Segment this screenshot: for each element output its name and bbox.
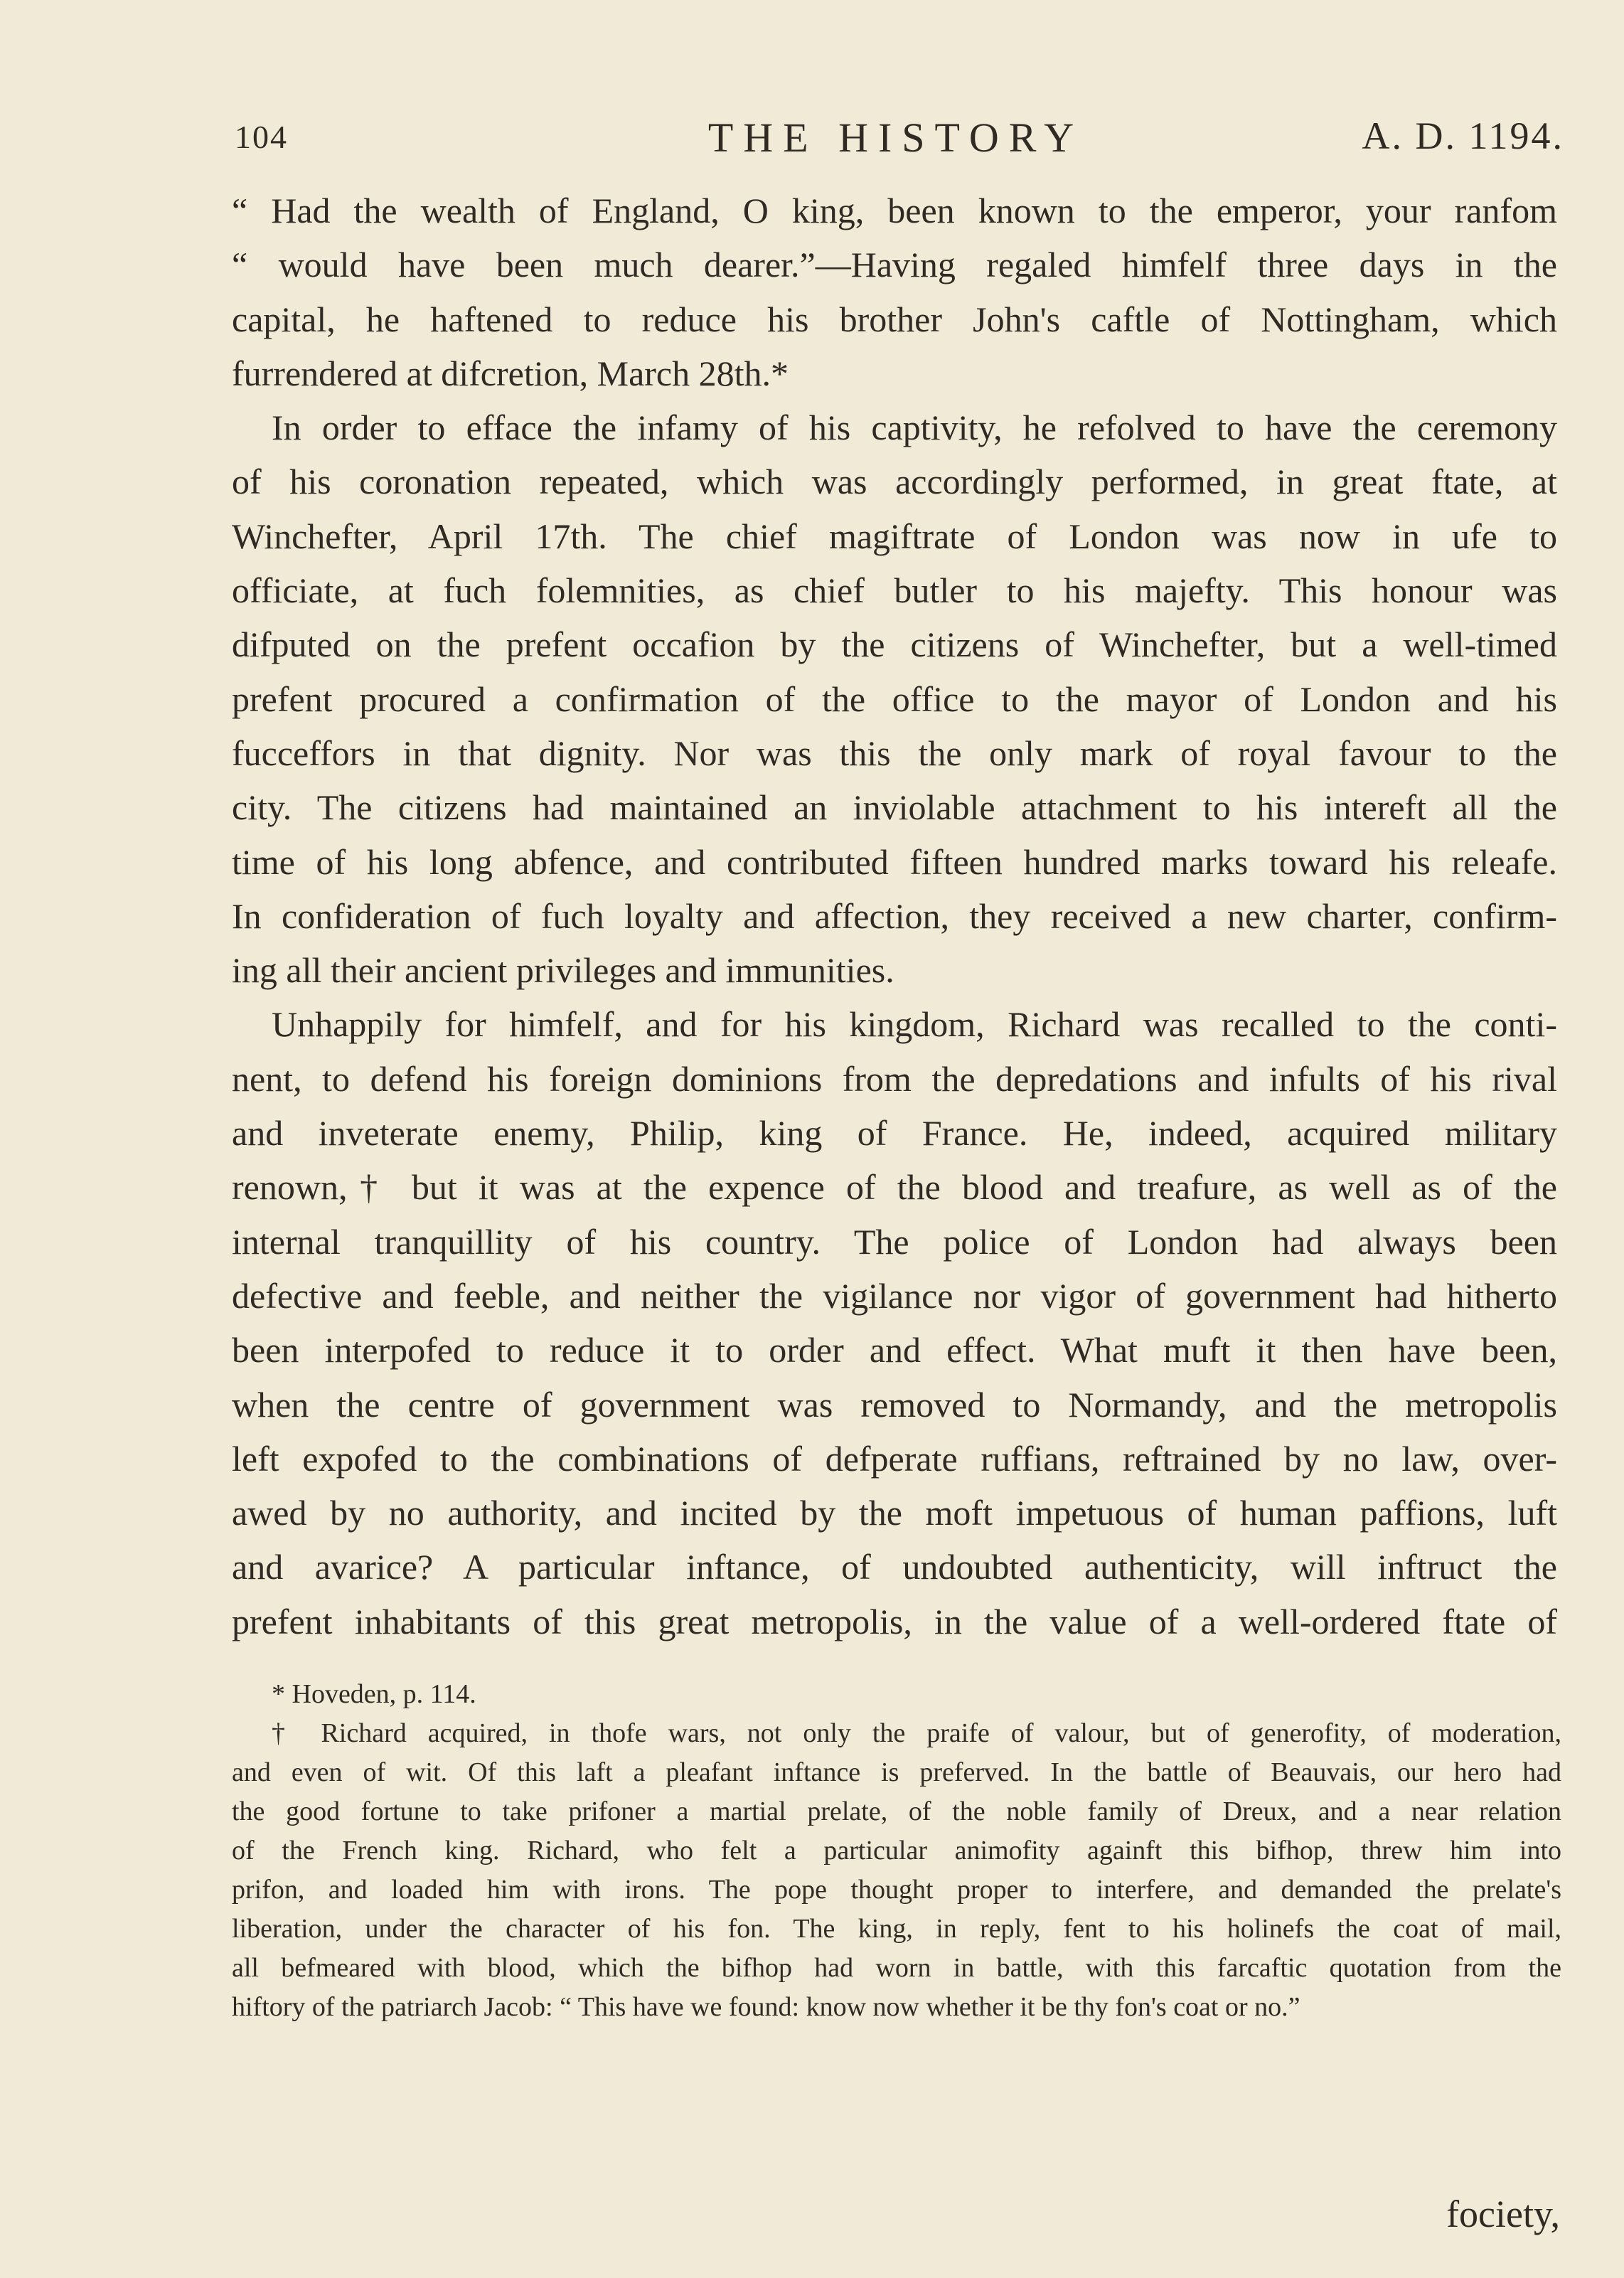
body-line: internal tranquillity of his country. The police of London had always been — [232, 1221, 1557, 1262]
footnote-line: prifon, and loaded him with irons. The pope thought proper to interfere, and demanded the prelate's — [232, 1875, 1561, 1905]
date-heading: A. D. 1194. — [1362, 115, 1564, 157]
body-line: and avarice? A particular inftance, of undoubted authenticity, will inftruct the — [232, 1547, 1557, 1587]
body-line: ing all their ancient privileges and immunities. — [232, 950, 894, 991]
body-line: officiate, at fuch folemnities, as chief butler to his majefty. This honour was — [232, 570, 1557, 611]
body-line: and inveterate enemy, Philip, king of France. He, indeed, acquired military — [232, 1113, 1557, 1154]
footnote-line: † Richard acquired, in thofe wars, not only the praife of valour, but of generofity, of moderation, — [272, 1718, 1561, 1748]
body-line: defective and feeble, and neither the vigilance nor vigor of government had hitherto — [232, 1275, 1557, 1316]
footnote-line: hiftory of the patriarch Jacob: “ This have we found: know now whether it be thy fon's coat or no.” — [232, 1992, 1300, 2022]
body-line: difputed on the prefent occafion by the citizens of Winchefter, but a well-timed — [232, 624, 1557, 665]
body-line: capital, he haftened to reduce his brother John's caftle of Nottingham, which — [232, 299, 1557, 339]
body-line: left expofed to the combinations of defperate ruffians, reftrained by no law, over- — [232, 1438, 1557, 1479]
page-number: 104 — [235, 119, 288, 155]
footnote-line: and even of wit. Of this laft a pleafant inftance is preferved. In the battle of Beauvais, our hero had — [232, 1757, 1561, 1787]
body-line: prefent inhabitants of this great metropolis, in the value of a well-ordered ftate of — [232, 1601, 1557, 1641]
body-line: fucceffors in that dignity. Nor was this the only mark of royal favour to the — [232, 733, 1557, 773]
footnote-line: of the French king. Richard, who felt a particular animofity againft this bifhop, threw him into — [232, 1836, 1561, 1865]
body-line: Winchefter, April 17th. The chief magiftrate of London was now in ufe to — [232, 516, 1557, 556]
body-line: “ Had the wealth of England, O king, been known to the emperor, your ranfom — [232, 191, 1557, 230]
body-line: In order to efface the infamy of his captivity, he refolved to have the ceremony — [272, 408, 1557, 448]
body-line: when the centre of government was removed to Normandy, and the metropolis — [232, 1384, 1557, 1425]
body-line: In confideration of fuch loyalty and affection, they received a new charter, confirm- — [232, 895, 1557, 936]
footnote-line: * Hoveden, p. 114. — [272, 1679, 476, 1709]
body-line: “ would have been much dearer.”—Having regaled himfelf three days in the — [232, 245, 1557, 285]
footnotes — [232, 1675, 1561, 2027]
body-line: Unhappily for himfelf, and for his kingdom, Richard was recalled to the conti- — [272, 1004, 1557, 1045]
catchword: fociety, — [1446, 2193, 1560, 2235]
body-line: time of his long abfence, and contributed fifteen hundred marks toward his releafe. — [232, 841, 1557, 882]
footnote-line: all befmeared with blood, which the bifhop had worn in battle, with this farcaftic quotation from the — [232, 1953, 1561, 1983]
footnote-line: the good fortune to take prifoner a martial prelate, of the noble family of Dreux, and a near relation — [232, 1797, 1561, 1826]
body-line: of his coronation repeated, which was accordingly performed, in great ftate, at — [232, 462, 1557, 502]
body-line: been interpofed to reduce it to order and effect. What muft it then have been, — [232, 1330, 1557, 1370]
body-line: furrendered at difcretion, March 28th.* — [232, 353, 789, 393]
body-line: nent, to defend his foreign dominions from the depredations and infults of his rival — [232, 1058, 1557, 1099]
footnote-line: liberation, under the character of his fon. The king, in reply, fent to his holinefs the coat of mail, — [232, 1914, 1561, 1944]
body-line: prefent procured a confirmation of the office to the mayor of London and his — [232, 678, 1557, 719]
running-title: THE HISTORY — [707, 115, 1084, 161]
body-text — [232, 183, 1557, 1649]
body-line: awed by no authority, and incited by the moft impetuous of human paffions, luft — [232, 1493, 1557, 1533]
body-line: renown,† but it was at the expence of the blood and treafure, as well as of the — [232, 1167, 1557, 1208]
body-line: city. The citizens had maintained an inviolable attachment to his intereft all the — [232, 787, 1557, 828]
page-header — [228, 114, 1564, 178]
